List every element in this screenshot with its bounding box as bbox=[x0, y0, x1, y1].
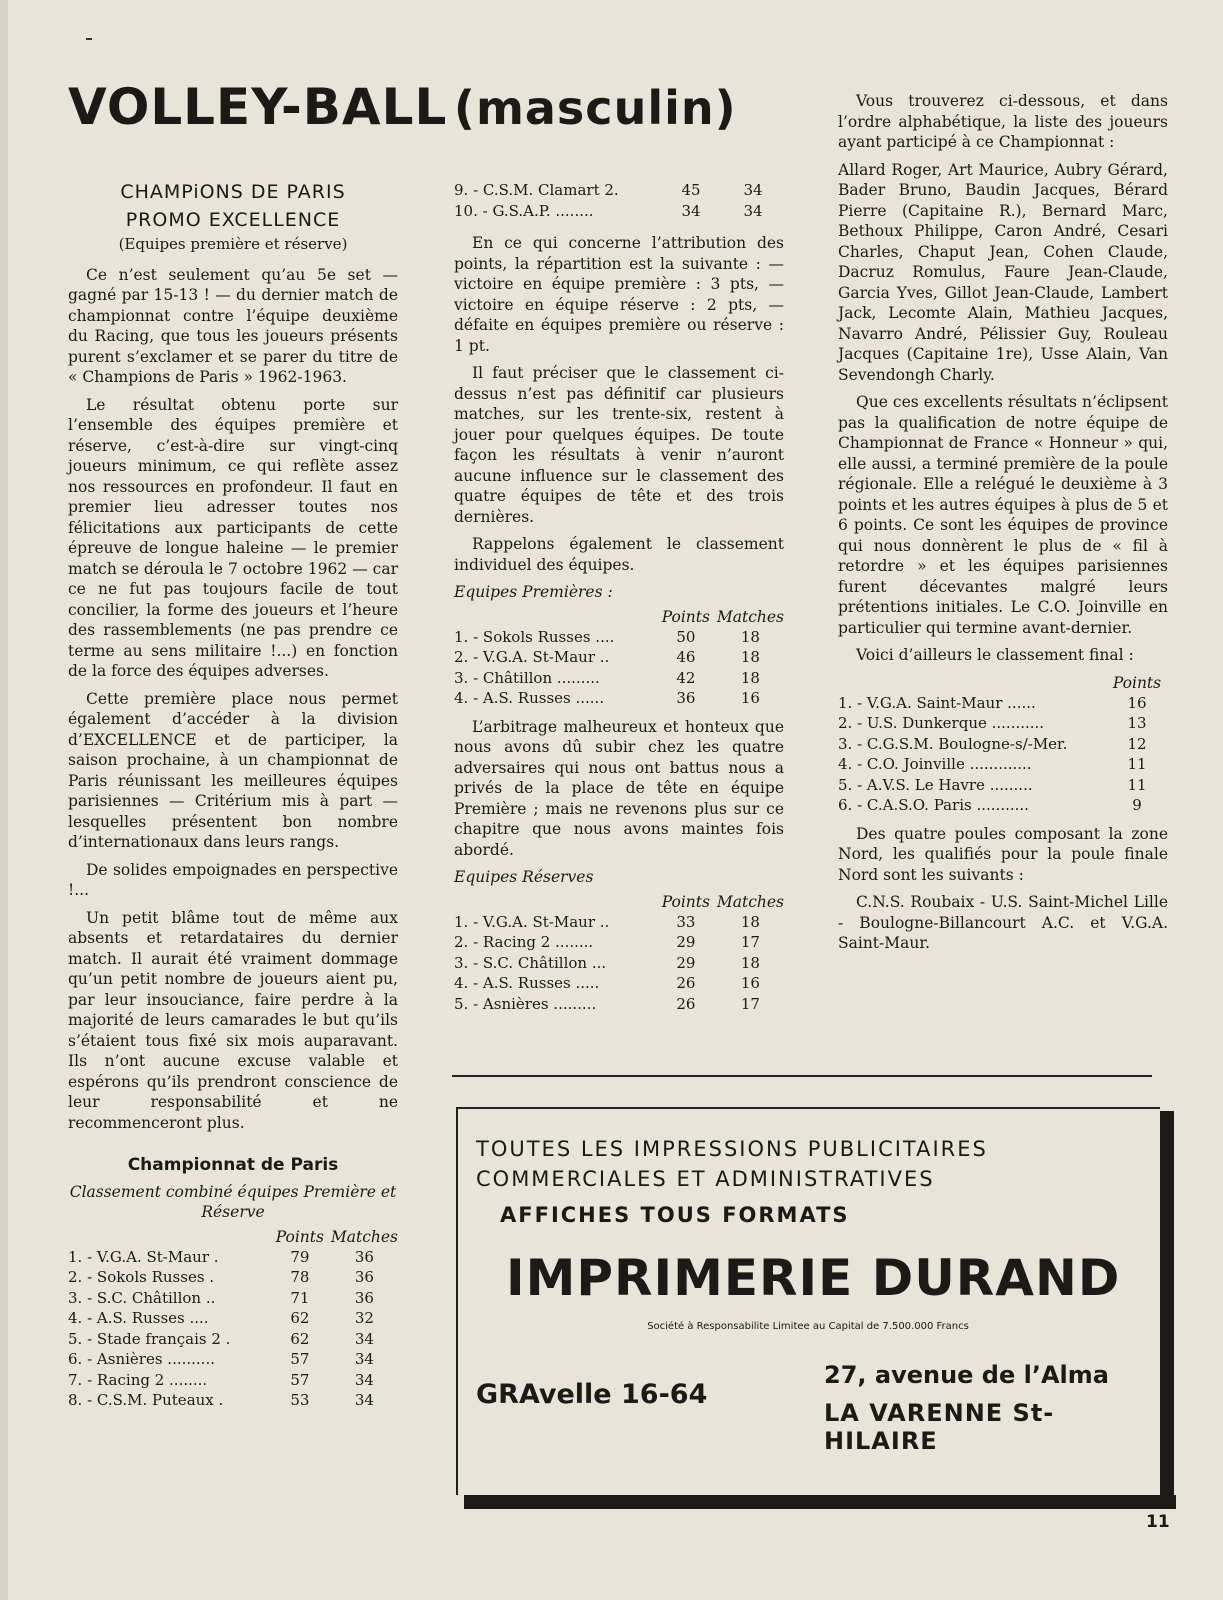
ad-address-town: LA VARENNE St-HILAIRE bbox=[824, 1399, 1055, 1455]
ad-line-2: COMMERCIALES ET ADMINISTRATIVES bbox=[476, 1167, 935, 1191]
table-row: 9. - C.S.M. Clamart 2. 45 34 bbox=[454, 181, 763, 199]
paragraph: Ce n’est seulement qu’au 5e set — gagné par 15-13 ! — du dernier match de championnat contre l’équipe deuxième du Racing, que tous les joueurs présents purent s’exclamer et se parer du titre de « Champions de Paris » 1962-1963. bbox=[68, 265, 398, 386]
table-row: 2. - Racing 2 ........ 29 17 bbox=[454, 933, 760, 951]
paragraph: Le résultat obtenu porte sur l’ensemble des équipes première et réserve, c’est-à-dire sur vingt-cinq joueurs minimum, ce qui reflète assez nos ressources en profondeur. Il faut en premier lieu adresser toutes nos félicitations aux participants de cette épreuve de longue haleine — le premier match se déroula le 7 octobre 1962 — car ce ne fut pas toujours facile de tout concilier, la forme des joueurs et l’heure des rassemblements (ne pas prendre ce terme au sens militaire !...) en fonction de la force des équipes adverses. bbox=[68, 395, 398, 680]
points-header: Points bbox=[275, 1227, 324, 1246]
horizontal-rule bbox=[452, 1075, 1152, 1077]
table-row: 2. - U.S. Dunkerque ........... 13 bbox=[838, 714, 1147, 732]
player-list: Allard Roger, Art Maurice, Aubry Gérard, Bader Bruno, Baudin Jacques, Bérard Pierre (Capitaine R.), Bernard Marc, Bethoux Philippe, Caron André, Cesari Charles, Chaput Jean, Cohen Claude, Dacruz Romulus, Faure Jean-Claude, Garcia Yves, Gillot Jean-Claude, Lambert Jack, Lecomte Alain, Mathieu Jacques, Navarro André, Pélissier Guy, Rouleau Jacques (Capitaine 1re), Usse Alain, Van Sevendongh Charly. bbox=[838, 160, 1168, 384]
ad-legal-line: Société à Responsabilite Limitee au Capital de 7.500.000 Francs bbox=[647, 1321, 969, 1332]
page-number: 11 bbox=[1146, 1512, 1170, 1532]
paragraph: L’arbitrage malheureux et honteux que nous avons dû subir chez les quatre adversaires qui nous ont battus nous a privés de la place de tête en équipe Première ; mais ne revenons plus sur ce chapitre que nous avons maintes fois abordé. bbox=[454, 717, 784, 859]
premieres-heading: Equipes Premières : bbox=[454, 583, 613, 601]
matches-header: Matches bbox=[716, 607, 784, 626]
table-row: 6. - Asnières .......... 57 34 bbox=[68, 1350, 374, 1368]
table-row: 1. - V.G.A. St-Maur . 79 36 bbox=[68, 1247, 374, 1266]
section-subheading: (Equipes première et réserve) bbox=[118, 235, 348, 253]
ad-shadow-right bbox=[1160, 1111, 1174, 1499]
table-row: 1. - V.G.A. Saint-Maur ...... 16 bbox=[838, 693, 1147, 712]
table-row: 7. - Racing 2 ........ 57 34 bbox=[68, 1370, 374, 1389]
ad-address-street: 27, avenue de l’Alma bbox=[824, 1361, 1109, 1389]
column-middle bbox=[454, 180, 784, 1014]
page-edge bbox=[0, 0, 8, 1600]
table-row: 5. - Stade français 2 . 62 34 bbox=[68, 1329, 374, 1348]
points-header: Points bbox=[661, 892, 710, 911]
column-right bbox=[838, 91, 1168, 961]
section-heading-2: PROMO EXCELLENCE bbox=[125, 209, 341, 231]
title-sub: (masculin) bbox=[453, 81, 737, 135]
paragraph: C.N.S. Roubaix - U.S. Saint-Michel Lille - Boulogne-Billancourt A.C. et V.G.A. Saint-Maur. bbox=[838, 893, 1168, 952]
table-row: 5. - A.V.S. Le Havre ......... 11 bbox=[838, 775, 1147, 794]
championship-heading: Championnat de Paris bbox=[127, 1155, 339, 1175]
paragraph: De solides empoignades en perspective !... bbox=[68, 860, 398, 899]
paragraph: Voici d’ailleurs le classement final : bbox=[856, 646, 1134, 664]
table-row: 4. - A.S. Russes ...... 36 16 bbox=[454, 689, 760, 707]
table-row: 4. - A.S. Russes ..... 26 16 bbox=[454, 974, 760, 992]
points-header: Points bbox=[661, 607, 710, 626]
table-row: 4. - C.O. Joinville ............. 11 bbox=[838, 755, 1147, 773]
paragraph: Cette première place nous permet également d’accéder à la division d’EXCELLENCE et de participer, la saison prochaine, à un championnat de Paris réunissant les meilleures équipes parisiennes — Critérium mis à part — lesquelles présentent bon nombre d’internationaux dans leurs rangs. bbox=[68, 689, 398, 851]
title-main: VOLLEY-BALL bbox=[68, 78, 448, 136]
table-row: 6. - C.A.S.O. Paris ........... 9 bbox=[838, 796, 1142, 814]
paragraph: Des quatre poules composant la zone Nord, les qualifiés pour la poule finale Nord sont les suivants : bbox=[838, 824, 1168, 884]
final-ranking-table bbox=[838, 673, 1168, 816]
paragraph: En ce qui concerne l’attribution des points, la répartition est la suivante : — victoire en équipe première : 3 pts, — victoire en équipe réserve : 2 pts, — défaite en équipes première ou réserve : 1 pt. bbox=[454, 234, 784, 355]
matches-header: Matches bbox=[716, 892, 784, 911]
points-header: Points bbox=[1112, 673, 1162, 692]
table-row: 2. - Sokols Russes . 78 36 bbox=[68, 1268, 374, 1286]
table-row: 4. - A.S. Russes .... 62 32 bbox=[68, 1309, 374, 1327]
reserves-heading: Equipes Réserves bbox=[454, 868, 594, 886]
table-row: 5. - Asnières ......... 26 17 bbox=[454, 994, 760, 1013]
paragraph: Un petit blâme tout de même aux absents et retardataires du dernier match. Il aurait été vraiment dommage qu’un petit nombre de joueurs aient pu, par leur insouciance, faire perdre à la majorité de leurs camarades le but qu’ils s’étaient tous fixé six mois auparavant. Ils n’ont aucune excuse valable et espérons qu’ils prendront conscience de leur responsabilité et ne recommenceront plus. bbox=[68, 908, 398, 1132]
table-row: 1. - V.G.A. St-Maur .. 33 18 bbox=[454, 912, 760, 931]
table-row: 10. - G.S.A.P. ........ 34 34 bbox=[454, 201, 763, 220]
ad-phone: GRAvelle 16-64 bbox=[476, 1379, 708, 1410]
ad-line-3: AFFICHES TOUS FORMATS bbox=[500, 1203, 850, 1227]
column-left bbox=[68, 178, 398, 1411]
advertisement-box bbox=[456, 1107, 1160, 1495]
reserves-table bbox=[454, 892, 784, 1015]
championship-subheading: Classement combiné équipes Première et Réserve bbox=[69, 1182, 397, 1221]
matches-header: Matches bbox=[330, 1227, 398, 1246]
page-title bbox=[68, 78, 737, 136]
table-row: 3. - S.C. Châtillon ... 29 18 bbox=[454, 953, 760, 972]
ad-company-name: IMPRIMERIE DURAND bbox=[506, 1249, 1121, 1307]
combined-ranking-table bbox=[68, 1227, 398, 1411]
table-header-row bbox=[454, 607, 784, 627]
table-row: 3. - S.C. Châtillon .. 71 36 bbox=[68, 1288, 374, 1307]
table-row: 3. - C.G.S.M. Boulogne-s/-Mer. 12 bbox=[838, 734, 1147, 753]
ad-line-1: TOUTES LES IMPRESSIONS PUBLICITAIRES bbox=[476, 1137, 988, 1161]
paragraph: Vous trouverez ci-dessous, et dans l’ordre alphabétique, la liste des joueurs ayant participé à ce Championnat : bbox=[838, 92, 1168, 151]
paragraph: Que ces excellents résultats n’éclipsent pas la qualification de notre équipe de Championnat de France « Honneur » qui, elle aussi, a terminé première de la poule régionale. Elle a relégué le deuxième à 3 points et les autres équipes à plus de 5 et 6 points. Ce sont les équipes de province qui nous donnèrent le plus de « fil à retordre » et les équipes parisiennes furent décevantes malgré leurs prétentions initiales. Le C.O. Joinville en particulier qui termine avant-dernier. bbox=[838, 393, 1168, 637]
table-row: 1. - Sokols Russes .... 50 18 bbox=[454, 627, 760, 646]
table-header-row bbox=[68, 1227, 398, 1247]
table-header-row bbox=[454, 892, 784, 912]
table-row: 2. - V.G.A. St-Maur .. 46 18 bbox=[454, 648, 760, 666]
print-mark bbox=[86, 38, 92, 40]
section-heading-1: CHAMPiONS DE PARIS bbox=[120, 181, 346, 203]
table-row: 3. - Châtillon ......... 42 18 bbox=[454, 668, 760, 687]
combined-ranking-table-continued bbox=[454, 180, 784, 221]
ad-shadow-bottom bbox=[464, 1495, 1176, 1509]
table-row: 8. - C.S.M. Puteaux . 53 34 bbox=[68, 1391, 374, 1409]
paragraph: Il faut préciser que le classement ci-dessus n’est pas définitif car plusieurs matches, sur les trente-six, restent à jouer pour quelques équipes. De toute façon les résultats à venir n’auront aucune influence sur le classement des quatre équipes de tête et des trois dernières. bbox=[454, 364, 784, 526]
premieres-table bbox=[454, 607, 784, 709]
table-header-row bbox=[838, 673, 1168, 693]
paragraph: Rappelons également le classement individuel des équipes. bbox=[454, 535, 784, 574]
